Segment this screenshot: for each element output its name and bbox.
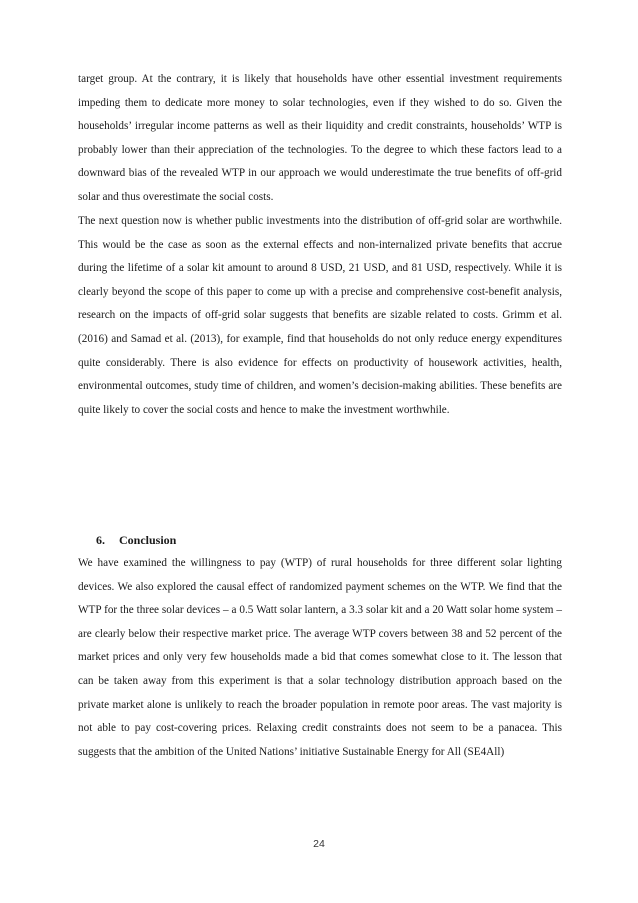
section-number: 6. xyxy=(96,533,105,547)
section-heading-conclusion xyxy=(96,530,176,550)
body-paragraph-public-investment: The next question now is whether public investments into the distribution of off-grid solar are worthwhile. This would be the case as soon as the external effects and non-internalized private benefits that accrue during the lifetime of a solar kit amount to around 8 USD, 21 USD, and 81 USD, respectively. While it is clearly beyond the scope of this paper to come up with a precise and comprehensive cost-benefit analysis, research on the impacts of off-grid solar suggests that benefits are sizable related to costs. Grimm et al. (2016) and Samad et al. (2013), for example, find that households do not only reduce energy expenditures quite considerably. There is also evidence for effects on productivity of housework activities, health, environmental outcomes, study time of children, and women’s decision-making abilities. These benefits are quite likely to cover the social costs and hence to make the investment worthwhile. xyxy=(78,215,562,416)
section-title: Conclusion xyxy=(119,533,177,547)
page-number: 24 xyxy=(313,838,325,850)
body-paragraph-wtp-bias: target group. At the contrary, it is likely that households have other essential investment requirements impeding them to dedicate more money to solar technologies, even if they wished to do so. Given the households’ irregular income patterns as well as their liquidity and credit constraints, households’ WTP is probably lower than their appreciation of the technologies. To the degree to which these factors lead to a downward bias of the revealed WTP in our approach we would underestimate the true benefits of off-grid solar and thus overestimate the social costs. xyxy=(78,73,562,203)
body-paragraph-conclusion: We have examined the willingness to pay (WTP) of rural households for three different solar lighting devices. We also explored the causal effect of randomized payment schemes on the WTP. We find that the WTP for the three solar devices – a 0.5 Watt solar lantern, a 3.3 solar kit and a 20 Watt solar home system – are clearly below their respective market price. The average WTP covers between 38 and 52 percent of the market prices and only very few households made a bid that comes somewhat close to it. The lesson that can be taken away from this experiment is that a solar technology distribution approach based on the private market alone is unlikely to reach the broader population in remote poor areas. The vast majority is not able to pay cost-covering prices. Relaxing credit constraints does not seem to be a panacea. This suggests that the ambition of the United Nations’ initiative Sustainable Energy for All (SE4All) xyxy=(78,557,562,758)
